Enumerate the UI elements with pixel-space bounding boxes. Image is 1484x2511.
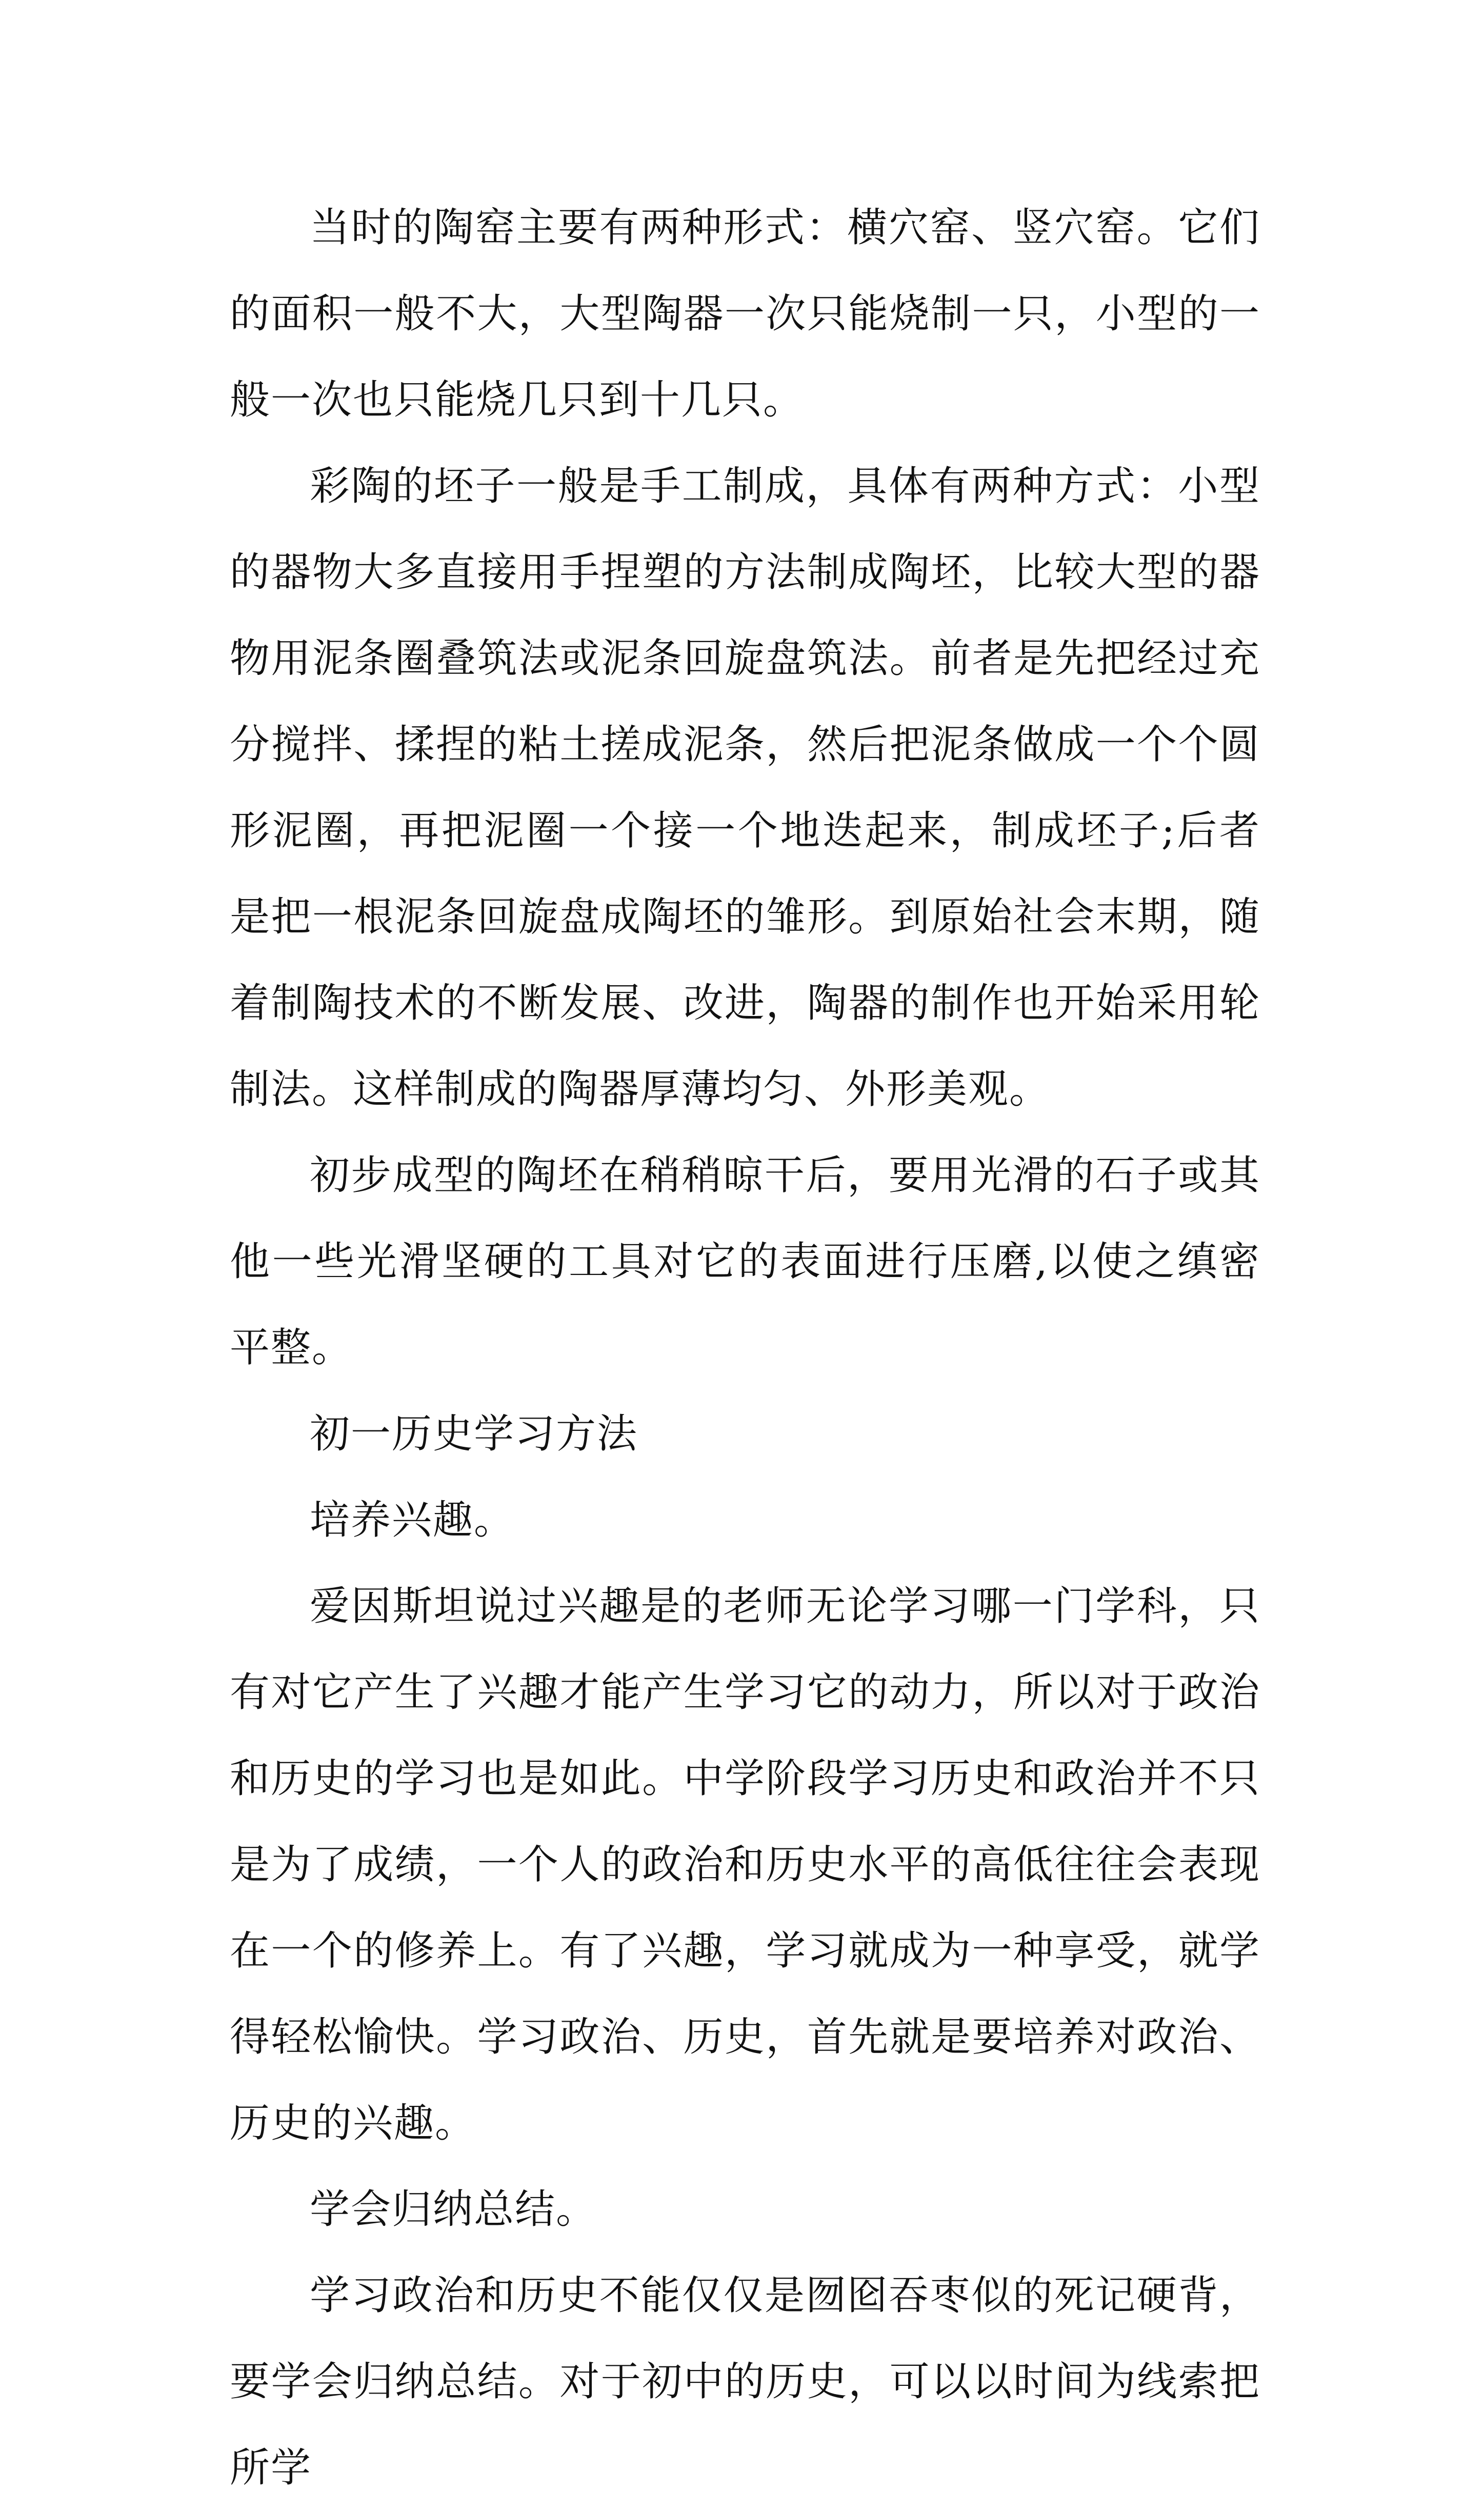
paragraph-polishing: 初步成型的陶坯在稍稍晾干后，要用光滑的石子或其他一些光滑坚硬的工具对它的表面进行压磨,以使之缜密平整。 bbox=[230, 1152, 1260, 1371]
paragraph-kiln-forms: 当时的陶窑主要有两种形式：横穴窑、竖穴窑。它们的面积一般不大，大型陶器一次只能烧制一只，小型的一般一次也只能烧几只到十几只。 bbox=[230, 205, 1260, 423]
paragraph-summarize: 学习政治和历史不能仅仅是囫囵吞枣似的死记硬背，要学会归纳总结。对于初中的历史，可以以时间为线索把所学 bbox=[230, 2273, 1260, 2491]
document-page bbox=[230, 185, 1260, 2511]
subheading-interest: 培养兴趣。 bbox=[310, 1497, 515, 1543]
subheading-summarize: 学会归纳总结。 bbox=[310, 2186, 597, 2233]
paragraph-pottery-shaping: 彩陶的坯子一般是手工制成，具体有两种方式：小型的器物大多直接用手捏塑的方法制成陶坯，比较大型的器物用泥条圈叠筑法或泥条回旋盘筑法。前者是先把经过充分搅拌、揉捏的粘土搓成泥条，然后把泥条做成一个个圆形泥圈，再把泥圈一个接一个地迭起来，制成坯子;后者是把一根泥条回旋盘成陶坯的雏形。到原始社会末期，随着制陶技术的不断发展、改进，陶器的制作也开始采用轮制法。这样制成的陶器厚薄均匀、外形美观。 bbox=[230, 463, 1260, 1112]
section-heading-study-methods: 初一历史学习方法 bbox=[310, 1411, 638, 1457]
paragraph-interest: 爱因斯坦说过兴趣是的老师无论学习哪一门学科，只有对它产生了兴趣才能产生学习它的动力，所以对于政治和历史的学习也是如此。中学阶段学习历史和政治并不只是为了成绩，一个人的政治和历史水平的高低往往会表现在一个的修养上。有了兴趣，学习就成为一种享受，就学得轻松愉快。学习政治、历史，首先就是要培养对政治、历史的兴趣。 bbox=[230, 1583, 1260, 2146]
